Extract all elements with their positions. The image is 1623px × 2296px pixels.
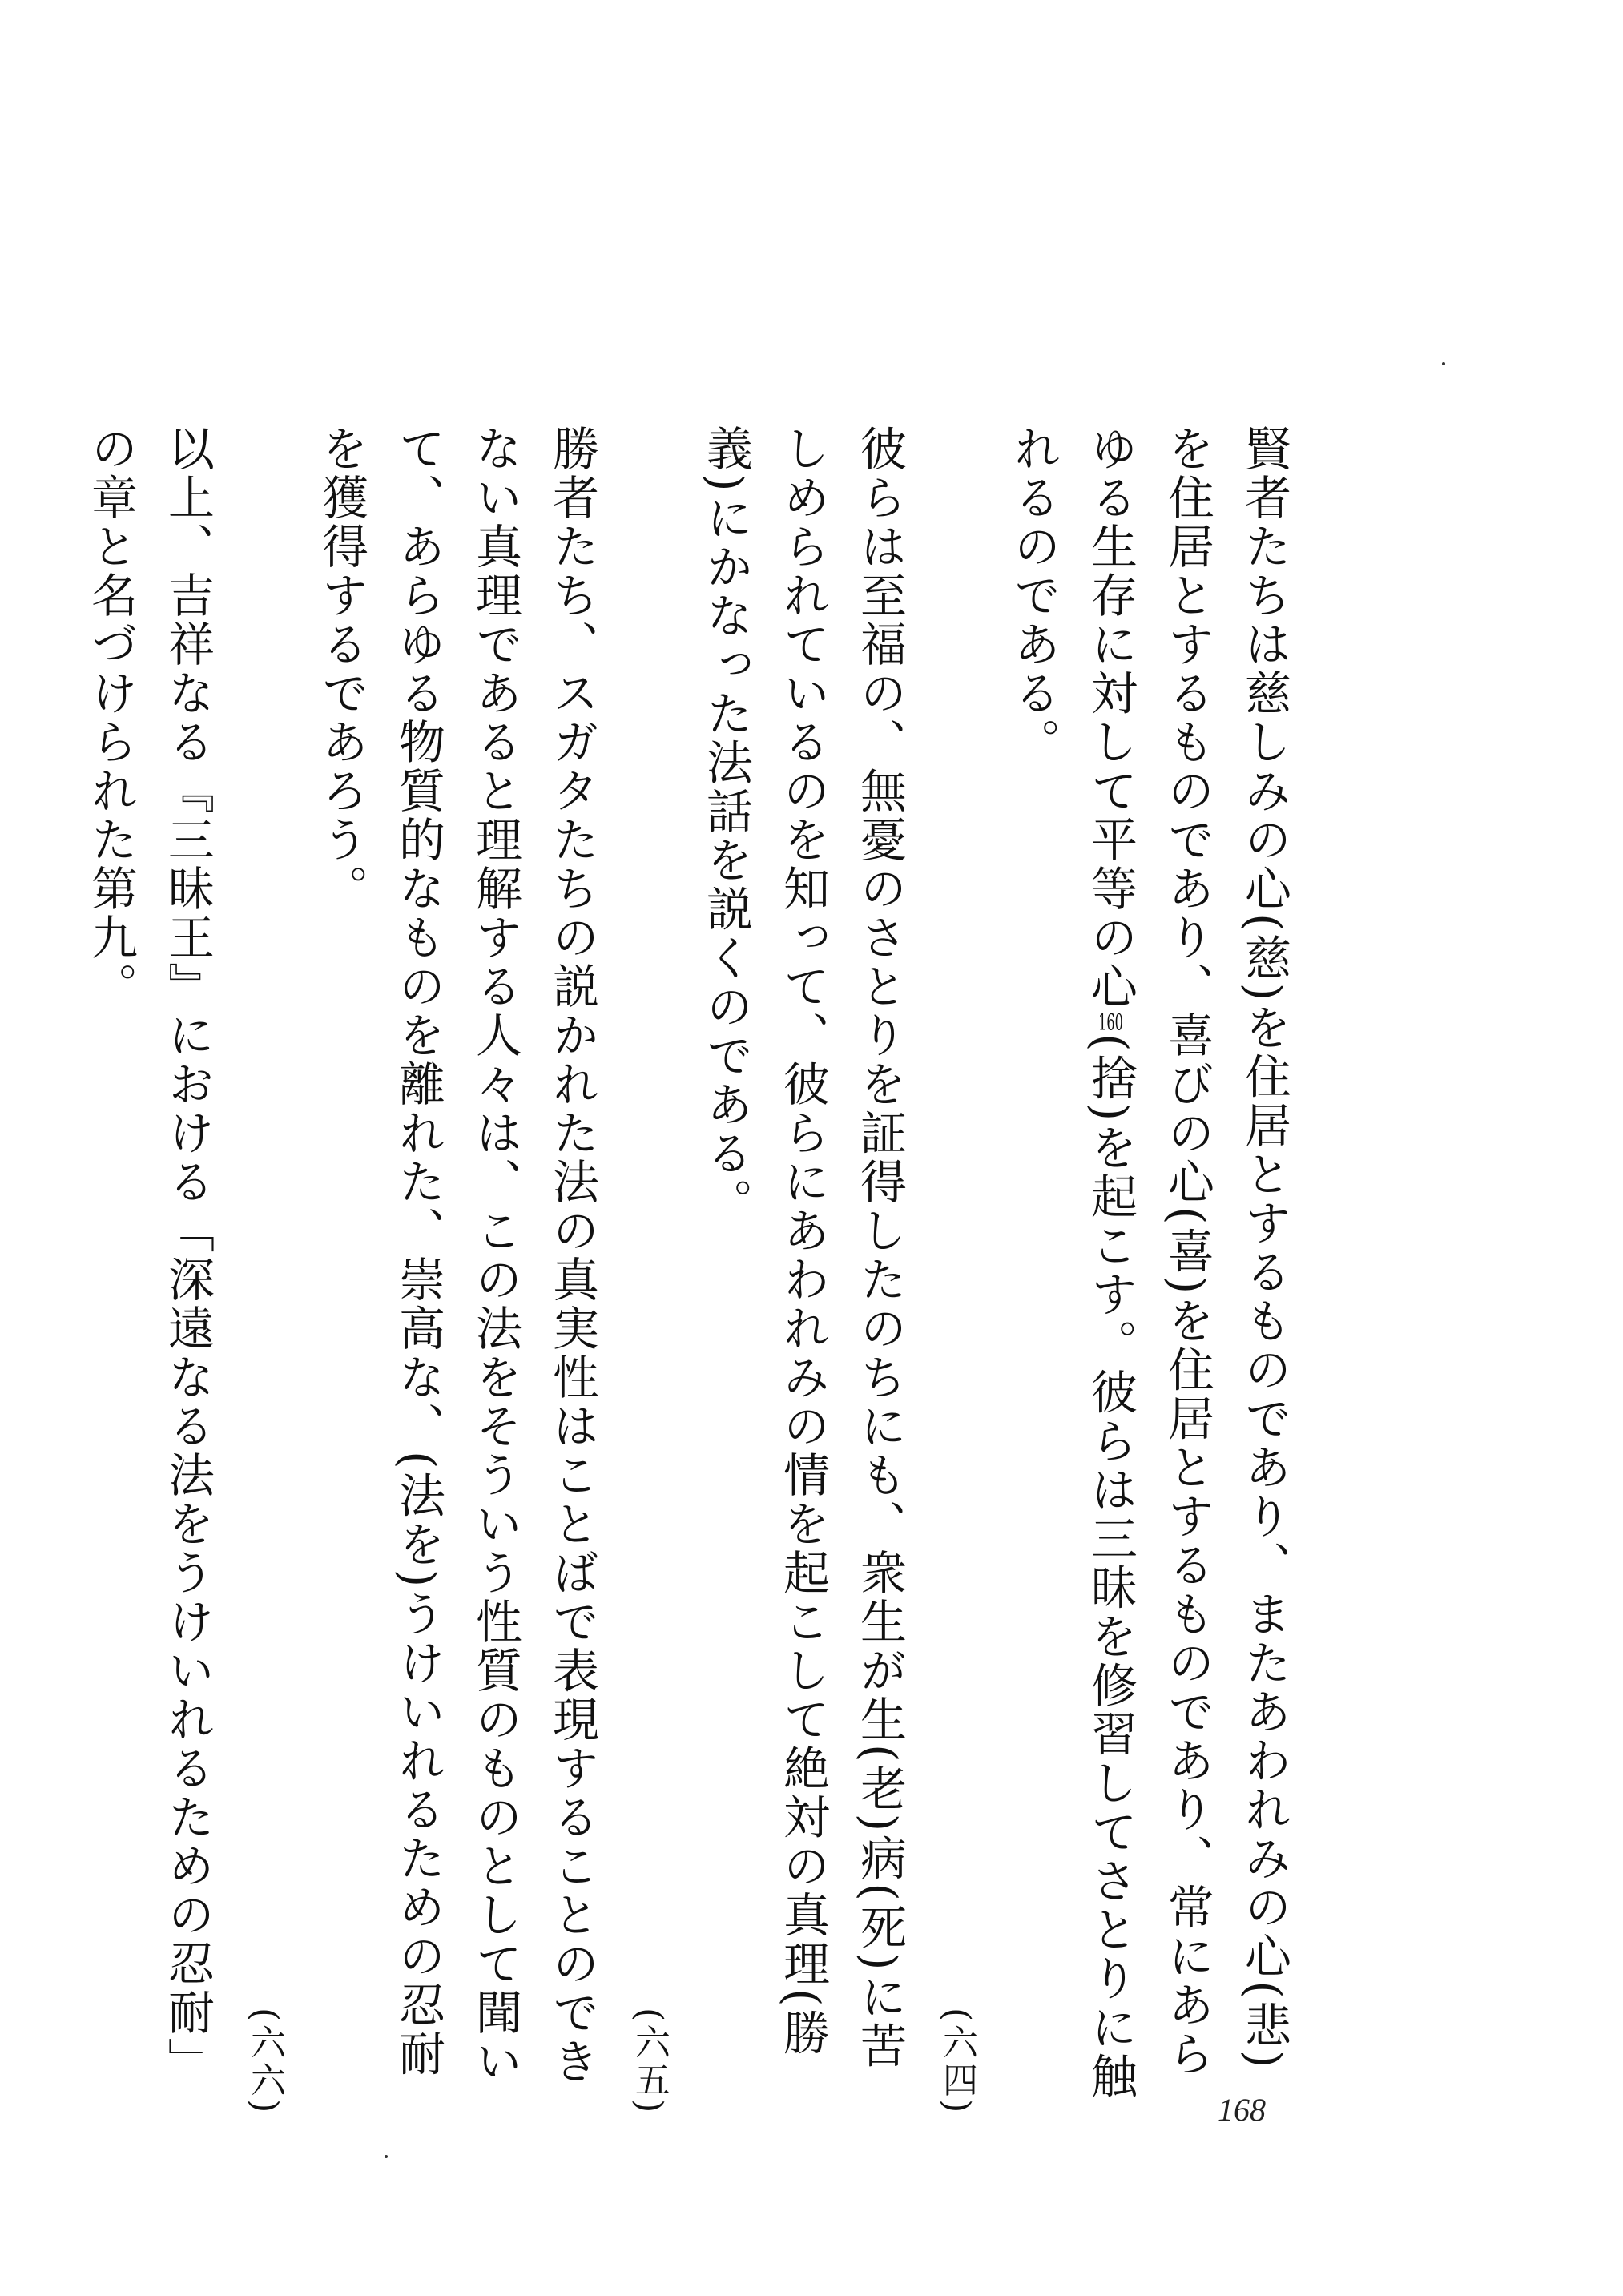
chapter-colophon	[72, 425, 226, 2115]
verse-text: 勝者たち、スガタたちの説かれた法の真実性はことばで表現することのできない真理であると理解する人々は、この法をそういう性質のものとして聞いて、あらゆる物質的なものを離れた、崇高な、(法を)うけいれるための忍耐を獲得するであろう。	[314, 425, 599, 2086]
verse-paragraph-3	[226, 425, 610, 2115]
verse-paragraph-1	[918, 425, 1303, 2115]
page-number: 168	[1218, 2092, 1266, 2128]
verse-text: (捨)を起こす。彼らは三昧を修習してさとりに触れるのである。	[1006, 425, 1138, 2101]
verse-text: 彼らは至福の、無憂のさとりを証得したのちにも、衆生が生(老)病(死)に苦しめられているのを知って、彼らにあわれみの情を起こして絶対の真理(勝義)にかなった法話を説くのである。	[699, 425, 907, 2071]
colophon-text: 以上、吉祥なる『三昧王』における「深遠なる法をうけいれるための忍耐」の章と名づけられた第九。	[83, 425, 215, 2086]
vertical-text-block	[83, 425, 1303, 2115]
ink-speck	[1442, 362, 1445, 365]
footnote-marker: 160	[1098, 1011, 1123, 1033]
verse-number: (六五)	[629, 2007, 670, 2115]
verse-text: 賢者たちは慈しみの心(慈)を住居とするものであり、またあわれみの心(悲)を住居とするものであり、喜びの心(喜)を住居とするものであり、常にあらゆる生存に対して平等の心	[1083, 425, 1291, 2079]
verse-number: (六四)	[936, 2007, 977, 2115]
verse-paragraph-2	[610, 425, 918, 2115]
verse-number: (六六)	[244, 2007, 285, 2115]
ink-speck	[385, 2155, 388, 2158]
